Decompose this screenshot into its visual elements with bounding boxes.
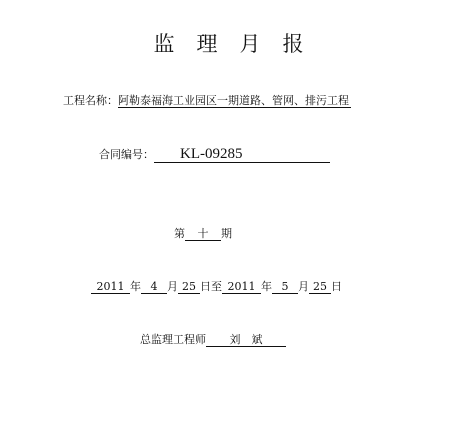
day-label: 日	[331, 280, 342, 293]
start-month: 4	[141, 280, 167, 294]
chief-engineer-name: 刘 斌	[206, 333, 286, 347]
project-name-label: 工程名称：	[63, 94, 118, 107]
contract-number-value: KL-09285	[154, 146, 330, 163]
period-suffix: 期	[221, 227, 232, 240]
title-char: 月	[239, 32, 261, 56]
start-day: 25	[178, 280, 200, 294]
period-prefix: 第	[174, 227, 185, 240]
chief-engineer-row	[140, 331, 286, 347]
start-year: 2011	[91, 280, 130, 294]
month-label: 月	[167, 280, 178, 293]
end-day: 25	[309, 280, 331, 294]
title-char: 报	[282, 32, 304, 56]
period-number: 十	[185, 227, 221, 241]
year-label: 年	[261, 280, 272, 293]
end-month: 5	[272, 280, 298, 294]
project-name-value: 阿勒泰福海工业园区一期道路、管网、排污工程	[118, 94, 349, 107]
day-to-label: 日至	[200, 280, 222, 293]
year-label: 年	[130, 280, 141, 293]
issue-period-row	[174, 225, 232, 241]
title-char: 理	[196, 32, 218, 56]
contract-number-row	[99, 146, 330, 163]
project-name-row	[63, 92, 351, 108]
title-char: 监	[153, 32, 175, 56]
date-range-row	[91, 278, 342, 294]
chief-engineer-label: 总监理工程师	[140, 333, 206, 346]
contract-number-label: 合同编号：	[99, 148, 154, 161]
end-year: 2011	[222, 280, 261, 294]
month-label: 月	[298, 280, 309, 293]
document-title	[0, 28, 457, 58]
